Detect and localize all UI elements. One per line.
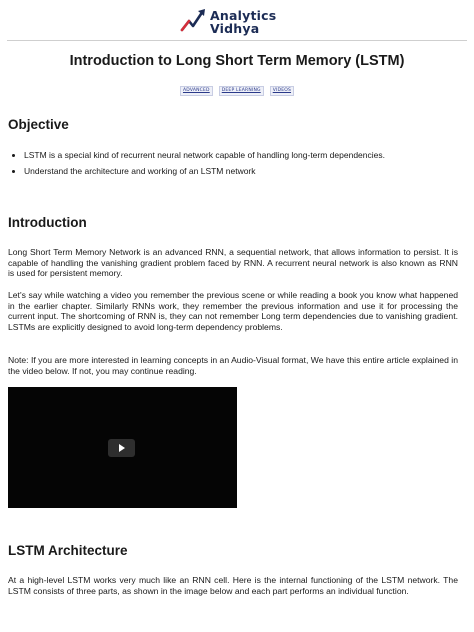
tag-videos[interactable]: VIDEOS: [270, 86, 294, 96]
trend-arrow-icon: [180, 6, 210, 36]
tag-list: [0, 86, 474, 96]
introduction-heading: Introduction: [8, 215, 87, 230]
logo-wordmark: [210, 9, 276, 35]
tag-advanced[interactable]: ADVANCED: [180, 86, 213, 96]
logo-line-1: Analytics: [210, 8, 277, 23]
objective-heading: Objective: [8, 117, 69, 132]
tag-deep-learning[interactable]: DEEP LEARNING: [219, 86, 264, 96]
site-logo[interactable]: [180, 6, 290, 36]
site-header: [0, 0, 474, 40]
video-player[interactable]: [8, 387, 237, 508]
intro-paragraph-2: Let's say while watching a video you remember the previous scene or while reading a book you know what happened in the earlier chapter. Similarly RNNs work, they remember the previous information and use it for processing the current input. The shortcoming of RNN is, they can not remember Long term dependencies due to vanishing gradient. LSTMs are explicitly designed to avoid long-term dependency problems.: [8, 290, 458, 332]
play-icon[interactable]: [108, 439, 135, 457]
objective-list: [10, 150, 385, 182]
lstm-architecture-heading: LSTM Architecture: [8, 543, 128, 558]
page-title: Introduction to Long Short Term Memory (LSTM): [69, 53, 405, 69]
header-divider: [7, 40, 467, 41]
intro-paragraph-3: Note: If you are more interested in learning concepts in an Audio-Visual format, We have this entire article explained in the video below. If not, you may continue reading.: [8, 355, 458, 376]
lstm-architecture-paragraph: At a high-level LSTM works very much like an RNN cell. Here is the internal functioning of the LSTM network. The LSTM consists of three parts, as shown in the image below and each part performs an individual function.: [8, 575, 458, 596]
intro-paragraph-1: Long Short Term Memory Network is an advanced RNN, a sequential network, that allows information to persist. It is capable of handling the vanishing gradient problem faced by RNN. A recurrent neural network is also known as RNN is used for persistent memory.: [8, 247, 458, 279]
logo-line-2: Vidhya: [210, 21, 260, 36]
list-item: • LSTM is a special kind of recurrent neural network capable of handling long-term dependencies.: [24, 150, 385, 161]
list-item: • Understand the architecture and working of an LSTM network: [24, 166, 385, 177]
